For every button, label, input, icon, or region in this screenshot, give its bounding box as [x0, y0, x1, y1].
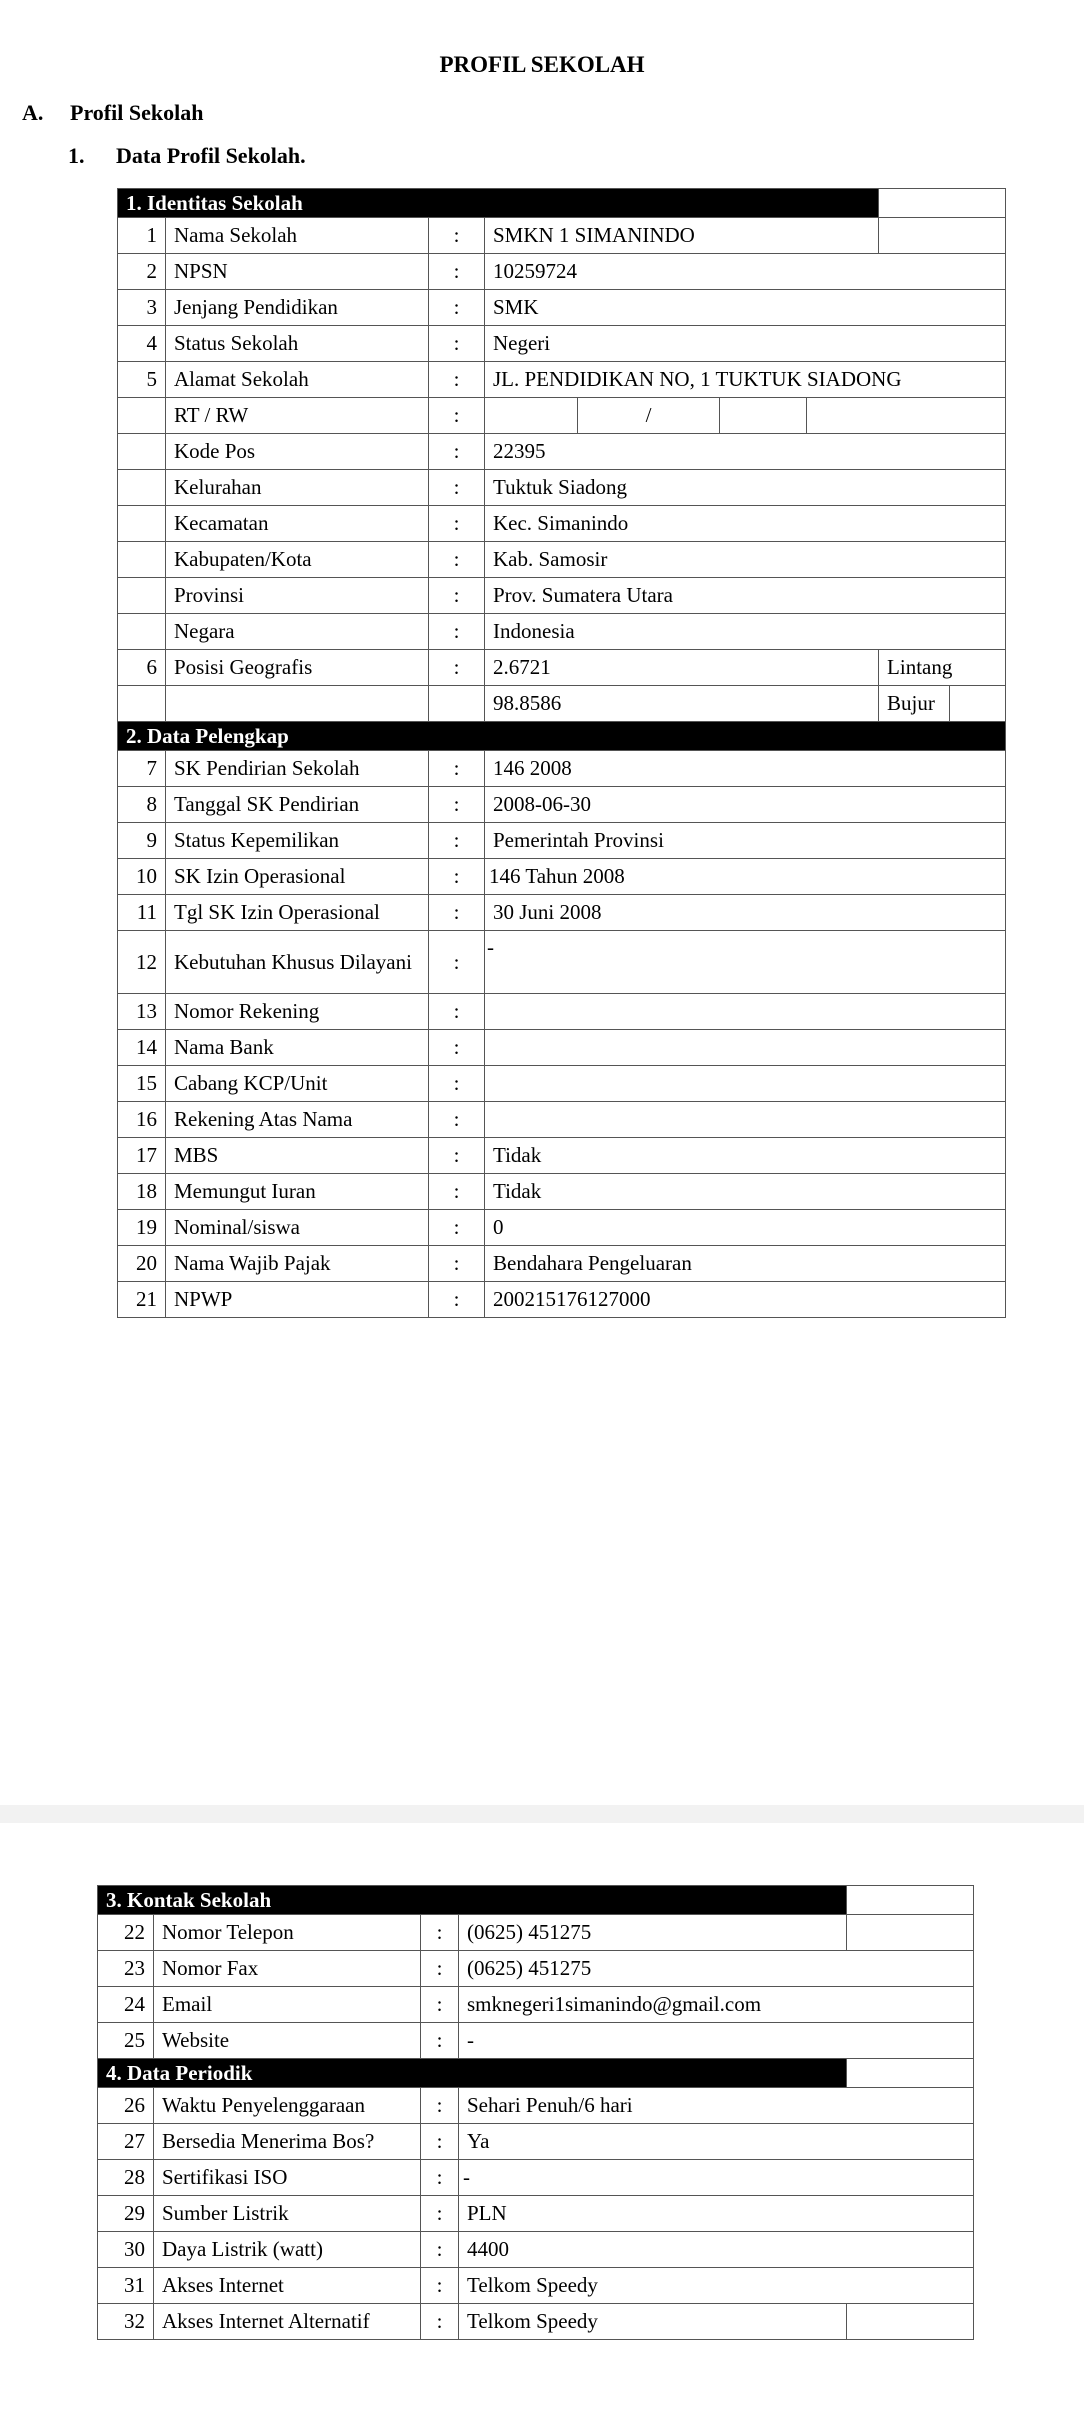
- row-colon: :: [429, 218, 485, 254]
- rt-rw-value-cell: [485, 398, 1006, 434]
- row-label: NPSN: [166, 254, 429, 290]
- table-row: [98, 2196, 974, 2232]
- row-value: SMKN 1 SIMANINDO: [485, 218, 879, 254]
- row-value: Telkom Speedy: [459, 2268, 974, 2304]
- table-row: [118, 650, 1006, 686]
- row-colon: :: [429, 1282, 485, 1318]
- row-colon: :: [429, 859, 485, 895]
- row-value: Indonesia: [485, 614, 1006, 650]
- row-colon-blank: [429, 686, 485, 722]
- section-header-pelengkap: 2. Data Pelengkap: [118, 722, 1006, 751]
- row-label: Negara: [166, 614, 429, 650]
- row-colon: :: [429, 787, 485, 823]
- row-label: Email: [154, 1987, 421, 2023]
- row-number: 29: [98, 2196, 154, 2232]
- row-number: 30: [98, 2232, 154, 2268]
- row-value: JL. PENDIDIKAN NO, 1 TUKTUK SIADONG: [485, 362, 1006, 398]
- row-value: (0625) 451275: [459, 1915, 847, 1951]
- table-row: [118, 1066, 1006, 1102]
- table-row: [118, 931, 1006, 994]
- row-colon: :: [429, 1138, 485, 1174]
- row-value: [485, 994, 1006, 1030]
- row-number: 16: [118, 1102, 166, 1138]
- row-number: 24: [98, 1987, 154, 2023]
- row-value: PLN: [459, 2196, 974, 2232]
- row-number: 28: [98, 2160, 154, 2196]
- row-value: Bendahara Pengeluaran: [485, 1246, 1006, 1282]
- row-colon: :: [421, 2160, 459, 2196]
- section-a-heading: [22, 100, 203, 126]
- row-colon: :: [421, 1951, 459, 1987]
- row-label: Akses Internet Alternatif: [154, 2304, 421, 2340]
- table-row: [118, 1282, 1006, 1318]
- page-title: PROFIL SEKOLAH: [439, 52, 645, 77]
- row-value: 22395: [485, 434, 1006, 470]
- row-colon: :: [429, 506, 485, 542]
- rw-cell: [720, 398, 807, 433]
- section-1-heading: [68, 143, 306, 169]
- section-header-identitas: 1. Identitas Sekolah: [118, 189, 879, 218]
- row-colon: :: [429, 1174, 485, 1210]
- row-number: 5: [118, 362, 166, 398]
- row-colon: :: [421, 1987, 459, 2023]
- row-label: Tgl SK Izin Operasional: [166, 895, 429, 931]
- row-colon: :: [421, 2124, 459, 2160]
- row-value: Sehari Penuh/6 hari: [459, 2088, 974, 2124]
- row-colon: :: [429, 1102, 485, 1138]
- row-value: -: [459, 2160, 974, 2196]
- row-value: Kab. Samosir: [485, 542, 1006, 578]
- row-number: 8: [118, 787, 166, 823]
- row-number: [118, 578, 166, 614]
- row-number: 9: [118, 823, 166, 859]
- row-colon: :: [421, 2196, 459, 2232]
- row-unit: Bujur: [879, 686, 950, 721]
- row-number: 6: [118, 650, 166, 686]
- table-row: [118, 398, 1006, 434]
- row-label: Nama Bank: [166, 1030, 429, 1066]
- row-value: [485, 1102, 1006, 1138]
- row-number: 32: [98, 2304, 154, 2340]
- table-row: [118, 542, 1006, 578]
- row-label: Nama Wajib Pajak: [166, 1246, 429, 1282]
- row-label: Nominal/siswa: [166, 1210, 429, 1246]
- row-value: 0: [485, 1210, 1006, 1246]
- row-number: 4: [118, 326, 166, 362]
- row-colon: :: [429, 751, 485, 787]
- row-label: Alamat Sekolah: [166, 362, 429, 398]
- row-colon: :: [421, 2232, 459, 2268]
- row-colon: :: [429, 1246, 485, 1282]
- row-number: 19: [118, 1210, 166, 1246]
- row-colon: :: [429, 614, 485, 650]
- row-label: Akses Internet: [154, 2268, 421, 2304]
- row-blank-cell: [847, 1915, 974, 1951]
- table-row: [98, 1915, 974, 1951]
- row-number: 18: [118, 1174, 166, 1210]
- header-blank-cell: [879, 189, 1006, 218]
- table-row: [118, 1030, 1006, 1066]
- row-label: Tanggal SK Pendirian: [166, 787, 429, 823]
- row-label: Rekening Atas Nama: [166, 1102, 429, 1138]
- row-label: Status Kepemilikan: [166, 823, 429, 859]
- row-label: Provinsi: [166, 578, 429, 614]
- row-label: Daya Listrik (watt): [154, 2232, 421, 2268]
- table-row: [98, 2268, 974, 2304]
- row-label: Kabupaten/Kota: [166, 542, 429, 578]
- table-row: [118, 218, 1006, 254]
- row-number: 2: [118, 254, 166, 290]
- row-label: SK Izin Operasional: [166, 859, 429, 895]
- row-number: 17: [118, 1138, 166, 1174]
- row-number: [118, 614, 166, 650]
- row-label: Kecamatan: [166, 506, 429, 542]
- page-break: [0, 1805, 1084, 1823]
- row-colon: :: [429, 254, 485, 290]
- row-colon: :: [429, 823, 485, 859]
- row-colon: :: [429, 931, 485, 994]
- row-colon: :: [421, 2023, 459, 2059]
- row-value: Ya: [459, 2124, 974, 2160]
- table-row: [118, 823, 1006, 859]
- row-colon: :: [429, 1210, 485, 1246]
- row-label: Waktu Penyelenggaraan: [154, 2088, 421, 2124]
- table-row: [118, 290, 1006, 326]
- table-row: [118, 506, 1006, 542]
- row-label: Sumber Listrik: [154, 2196, 421, 2232]
- table-row: [118, 326, 1006, 362]
- table-row: [118, 578, 1006, 614]
- row-colon: :: [429, 398, 485, 434]
- table-row: [118, 614, 1006, 650]
- table-row: [118, 1174, 1006, 1210]
- row-value: Negeri: [485, 326, 1006, 362]
- row-number: 25: [98, 2023, 154, 2059]
- row-value: 2008-06-30: [485, 787, 1006, 823]
- row-value: 98.8586: [485, 686, 879, 722]
- table-row: [118, 1138, 1006, 1174]
- row-colon: :: [429, 1030, 485, 1066]
- table-row: [98, 2088, 974, 2124]
- row-colon: :: [421, 1915, 459, 1951]
- row-label: Status Sekolah: [166, 326, 429, 362]
- row-value: 4400: [459, 2232, 974, 2268]
- row-label: SK Pendirian Sekolah: [166, 751, 429, 787]
- row-colon: :: [421, 2304, 459, 2340]
- row-number: 7: [118, 751, 166, 787]
- section-1-label: Data Profil Sekolah.: [116, 143, 306, 168]
- table-row: [98, 2232, 974, 2268]
- row-number: 21: [118, 1282, 166, 1318]
- row-number: 23: [98, 1951, 154, 1987]
- row-label: Memungut Iuran: [166, 1174, 429, 1210]
- rt-rw-extra-cell: [807, 398, 1005, 433]
- row-number: 11: [118, 895, 166, 931]
- table-row: [118, 994, 1006, 1030]
- row-blank-cell: [879, 218, 1006, 254]
- row-label: Jenjang Pendidikan: [166, 290, 429, 326]
- row-label: Sertifikasi ISO: [154, 2160, 421, 2196]
- row-value: Pemerintah Provinsi: [485, 823, 1006, 859]
- table-row: [118, 470, 1006, 506]
- row-label: [166, 686, 429, 722]
- header-blank-cell: [847, 1886, 974, 1915]
- row-colon: :: [421, 2268, 459, 2304]
- row-number: 27: [98, 2124, 154, 2160]
- row-number: [118, 398, 166, 434]
- row-value: smknegeri1simanindo@gmail.com: [459, 1987, 974, 2023]
- rt-rw-subcells: [485, 398, 1005, 433]
- section-header-periodik: 4. Data Periodik: [98, 2059, 847, 2088]
- row-colon: :: [429, 994, 485, 1030]
- table-row: [118, 1246, 1006, 1282]
- row-value: SMK: [485, 290, 1006, 326]
- row-colon: :: [429, 895, 485, 931]
- row-colon: :: [429, 434, 485, 470]
- row-number: 14: [118, 1030, 166, 1066]
- table-row: [118, 254, 1006, 290]
- row-unit: Lintang: [879, 650, 1006, 686]
- row-number: [118, 686, 166, 722]
- row-colon: :: [429, 578, 485, 614]
- row-value: Tidak: [485, 1138, 1006, 1174]
- row-colon: :: [429, 326, 485, 362]
- row-value: [485, 1030, 1006, 1066]
- row-label: Website: [154, 2023, 421, 2059]
- row-blank-cell: [847, 2304, 974, 2340]
- row-value: 30 Juni 2008: [485, 895, 1006, 931]
- row-number: [118, 542, 166, 578]
- profile-table-2: [97, 1885, 974, 2340]
- row-value: 146 2008: [485, 751, 1006, 787]
- row-number: 15: [118, 1066, 166, 1102]
- row-label: Nama Sekolah: [166, 218, 429, 254]
- row-label: MBS: [166, 1138, 429, 1174]
- row-value: Tuktuk Siadong: [485, 470, 1006, 506]
- row-colon: :: [429, 290, 485, 326]
- profile-table-1: [117, 188, 1006, 1318]
- row-colon: :: [421, 2088, 459, 2124]
- row-number: [118, 470, 166, 506]
- row-number: 13: [118, 994, 166, 1030]
- row-number: 22: [98, 1915, 154, 1951]
- table-row: [118, 751, 1006, 787]
- row-unit-cell: [879, 686, 1006, 722]
- table-row: [118, 434, 1006, 470]
- row-colon: :: [429, 470, 485, 506]
- row-number: 20: [118, 1246, 166, 1282]
- row-value: -: [485, 931, 1006, 994]
- table-row: [118, 895, 1006, 931]
- row-label: Nomor Fax: [154, 1951, 421, 1987]
- header-blank-cell: [847, 2059, 974, 2088]
- row-value: Kec. Simanindo: [485, 506, 1006, 542]
- row-label: Cabang KCP/Unit: [166, 1066, 429, 1102]
- row-value: -: [459, 2023, 974, 2059]
- table-row: [118, 787, 1006, 823]
- row-number: 10: [118, 859, 166, 895]
- rt-cell: [485, 398, 578, 433]
- row-value: 200215176127000: [485, 1282, 1006, 1318]
- table-row: [98, 2023, 974, 2059]
- row-label: Nomor Rekening: [166, 994, 429, 1030]
- section-a-label: Profil Sekolah: [70, 100, 204, 125]
- section-a-number: A.: [22, 100, 44, 125]
- table-row: [118, 1102, 1006, 1138]
- row-label: NPWP: [166, 1282, 429, 1318]
- row-label: Nomor Telepon: [154, 1915, 421, 1951]
- table-row: [98, 2160, 974, 2196]
- row-label: Kode Pos: [166, 434, 429, 470]
- table-row: [98, 2304, 974, 2340]
- row-value: (0625) 451275: [459, 1951, 974, 1987]
- row-value: Prov. Sumatera Utara: [485, 578, 1006, 614]
- table-row: [118, 362, 1006, 398]
- row-label: Kebutuhan Khusus Dilayani: [166, 931, 429, 994]
- row-number: 1: [118, 218, 166, 254]
- row-label: Posisi Geografis: [166, 650, 429, 686]
- row-number: [118, 506, 166, 542]
- row-value: 146 Tahun 2008: [485, 859, 1006, 895]
- row-colon: :: [429, 1066, 485, 1102]
- section-header-kontak: 3. Kontak Sekolah: [98, 1886, 847, 1915]
- row-number: 3: [118, 290, 166, 326]
- table-row: [98, 1987, 974, 2023]
- row-colon: :: [429, 362, 485, 398]
- row-colon: :: [429, 542, 485, 578]
- row-number: 31: [98, 2268, 154, 2304]
- row-number: 26: [98, 2088, 154, 2124]
- row-value: 2.6721: [485, 650, 879, 686]
- row-label: RT / RW: [166, 398, 429, 434]
- row-value: Telkom Speedy: [459, 2304, 847, 2340]
- row-label: Bersedia Menerima Bos?: [154, 2124, 421, 2160]
- table-row: [118, 1210, 1006, 1246]
- row-label: Kelurahan: [166, 470, 429, 506]
- table-row: [118, 859, 1006, 895]
- table-row: [98, 1951, 974, 1987]
- section-1-number: 1.: [68, 143, 85, 168]
- row-value: [485, 1066, 1006, 1102]
- row-value: Tidak: [485, 1174, 1006, 1210]
- table-row: [118, 686, 1006, 722]
- row-value: 10259724: [485, 254, 1006, 290]
- rt-rw-separator: /: [578, 398, 720, 433]
- row-unit-blank: [950, 686, 1005, 721]
- row-colon: :: [429, 650, 485, 686]
- row-number: 12: [118, 931, 166, 994]
- row-number: [118, 434, 166, 470]
- unit-subcells: [879, 686, 1005, 721]
- table-row: [98, 2124, 974, 2160]
